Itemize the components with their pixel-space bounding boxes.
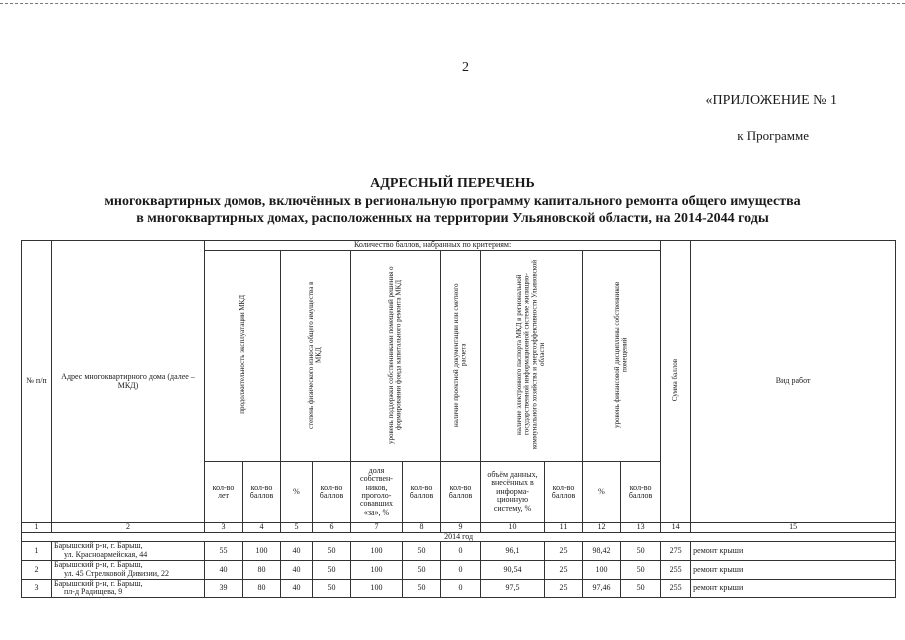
year-section-label: 2014 год <box>22 533 896 542</box>
cell-points: 50 <box>621 579 661 598</box>
row-address: Барышский р-н, г. Барыш, ул. 45 Стрелковой Дивизии, 22 <box>52 560 205 579</box>
cell-points: 25 <box>545 560 583 579</box>
cell-points: 80 <box>243 560 281 579</box>
column-number: 2 <box>52 523 205 533</box>
header-criterion-e-passport: наличие электронного паспорта МКД в региональной государственной информационной системе жилищно-коммунального хозяйства и энергоэффективности Ульяновской области <box>481 251 583 462</box>
cell-works: ремонт крыши <box>691 542 896 561</box>
cell-points: 0 <box>441 579 481 598</box>
column-number: 8 <box>403 523 441 533</box>
cell-finance: 98,42 <box>583 542 621 561</box>
cell-wear: 40 <box>281 542 313 561</box>
document-title: АДРЕСНЫЙ ПЕРЕЧЕНЬ <box>370 176 535 191</box>
subheader-years: кол-во лет <box>205 462 243 523</box>
appendix-subtitle: к Программе <box>737 128 809 143</box>
cell-points: 50 <box>313 579 351 598</box>
header-criterion-finance: уровень финансовой дисциплины собственников помещений <box>583 251 661 462</box>
cell-share: 100 <box>351 560 403 579</box>
row-number: 3 <box>22 579 52 598</box>
cell-data-volume: 90,54 <box>481 560 545 579</box>
row-address: Барышский р-н, г. Барыш, пл-д Радищева, 9 <box>52 579 205 598</box>
column-number: 10 <box>481 523 545 533</box>
row-number: 1 <box>22 542 52 561</box>
column-number: 3 <box>205 523 243 533</box>
cell-points: 50 <box>403 542 441 561</box>
cell-points: 50 <box>313 560 351 579</box>
subheader-points: кол-во баллов <box>441 462 481 523</box>
cell-share: 100 <box>351 579 403 598</box>
cell-years: 39 <box>205 579 243 598</box>
document-subtitle-line-2: в многоквартирных домах, расположенных на территории Ульяновской области, на 2014-2044 годы <box>136 211 769 226</box>
header-sum: Сумма баллов <box>661 241 691 523</box>
page-top-edge-line <box>0 3 905 4</box>
column-number: 7 <box>351 523 403 533</box>
column-number: 15 <box>691 523 896 533</box>
cell-points: 100 <box>243 542 281 561</box>
row-number: 2 <box>22 560 52 579</box>
cell-wear: 40 <box>281 579 313 598</box>
subheader-data-volume: объём данных, внесённых в информа-ционную систему, % <box>481 462 545 523</box>
header-criterion-support: уровень поддержки собственниками помещений решения о формировании фонда капитального ремонта МКД <box>351 251 441 462</box>
header-works: Вид работ <box>691 241 896 523</box>
page-number: 2 <box>462 60 469 75</box>
cell-data-volume: 97,5 <box>481 579 545 598</box>
column-number: 13 <box>621 523 661 533</box>
column-number: 5 <box>281 523 313 533</box>
column-number-row <box>22 523 896 533</box>
cell-sum: 255 <box>661 560 691 579</box>
column-number: 4 <box>243 523 281 533</box>
cell-points: 25 <box>545 579 583 598</box>
header-criterion-age: продолжительность эксплуатации МКД <box>205 251 281 462</box>
cell-finance: 97,46 <box>583 579 621 598</box>
cell-years: 55 <box>205 542 243 561</box>
subheader-points: кол-во баллов <box>545 462 583 523</box>
cell-data-volume: 96,1 <box>481 542 545 561</box>
appendix-title: «ПРИЛОЖЕНИЕ № 1 <box>705 93 837 108</box>
cell-works: ремонт крыши <box>691 560 896 579</box>
cell-years: 40 <box>205 560 243 579</box>
cell-wear: 40 <box>281 560 313 579</box>
cell-points: 50 <box>403 560 441 579</box>
address-list-table <box>21 240 896 598</box>
cell-finance: 100 <box>583 560 621 579</box>
subheader-owners-share: доля собствен-ников, проголо-совавших «за», % <box>351 462 403 523</box>
subheader-points: кол-во баллов <box>243 462 281 523</box>
row-address: Барышский р-н, г. Барыш, ул. Красноармейская, 44 <box>52 542 205 561</box>
column-number: 6 <box>313 523 351 533</box>
subheader-points: кол-во баллов <box>403 462 441 523</box>
cell-points: 0 <box>441 560 481 579</box>
cell-points: 50 <box>403 579 441 598</box>
cell-points: 25 <box>545 542 583 561</box>
header-criterion-wear: степень физического износа общего имущества в МКД <box>281 251 351 462</box>
header-criteria-group: Количество баллов, набранных по критериям: <box>205 241 661 251</box>
column-number: 1 <box>22 523 52 533</box>
header-number: № п/п <box>22 241 52 523</box>
column-number: 9 <box>441 523 481 533</box>
header-address: Адрес многоквартирного дома (далее – МКД) <box>52 241 205 523</box>
cell-points: 50 <box>621 542 661 561</box>
cell-share: 100 <box>351 542 403 561</box>
cell-works: ремонт крыши <box>691 579 896 598</box>
address-list-table-container <box>21 240 895 598</box>
document-subtitle-line-1: многоквартирных домов, включённых в региональную программу капитального ремонта общего имущества <box>104 194 801 209</box>
column-number: 14 <box>661 523 691 533</box>
subheader-percent: % <box>281 462 313 523</box>
subheader-percent: % <box>583 462 621 523</box>
cell-points: 50 <box>621 560 661 579</box>
cell-sum: 275 <box>661 542 691 561</box>
column-number: 12 <box>583 523 621 533</box>
cell-points: 50 <box>313 542 351 561</box>
subheader-points: кол-во баллов <box>621 462 661 523</box>
column-number: 11 <box>545 523 583 533</box>
header-criterion-project-docs: наличие проектной документации или сметного расчета <box>441 251 481 462</box>
cell-sum: 255 <box>661 579 691 598</box>
table-row <box>22 560 896 579</box>
cell-points: 0 <box>441 542 481 561</box>
table-row <box>22 542 896 561</box>
cell-points: 80 <box>243 579 281 598</box>
table-row <box>22 579 896 598</box>
subheader-points: кол-во баллов <box>313 462 351 523</box>
